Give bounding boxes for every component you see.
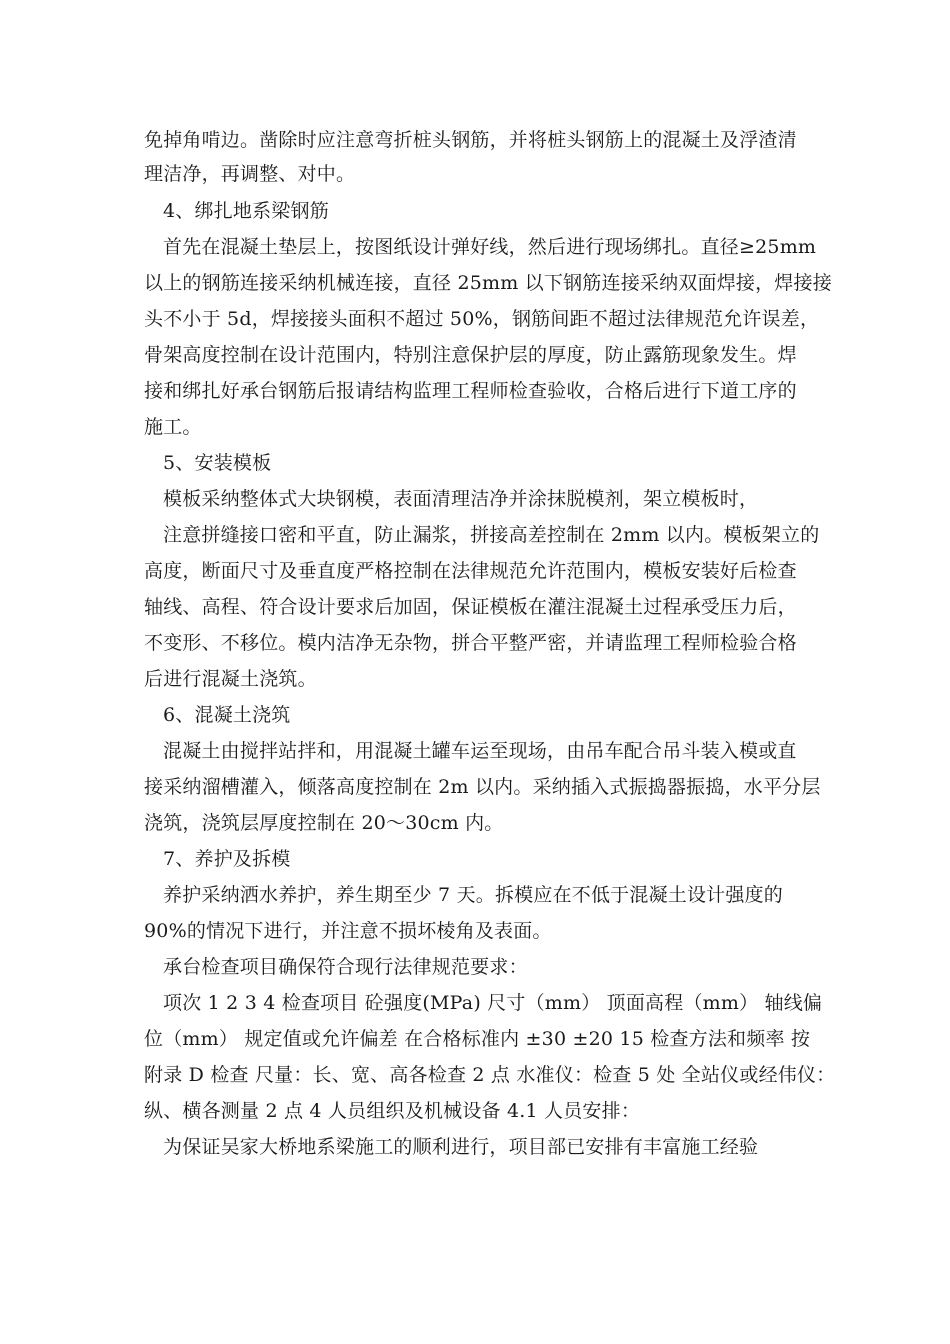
body-text-line: 纵、横各测量 2 点 4 人员组织及机械设备 4.1 人员安排： bbox=[144, 1100, 641, 1122]
body-text-line: 为保证吴家大桥地系梁施工的顺利进行，项目部已安排有丰富施工经验 bbox=[163, 1136, 759, 1158]
body-text-line: 注意拼缝接口密和平直，防止漏浆，拼接高差控制在 2mm 以内。模板架立的 bbox=[163, 524, 820, 546]
body-text-line: 免掉角啃边。凿除时应注意弯折桩头钢筋，并将桩头钢筋上的混凝土及浮渣清 bbox=[144, 129, 797, 151]
body-text-line: 接和绑扎好承台钢筋后报请结构监理工程师检查验收，合格后进行下道工序的 bbox=[144, 380, 797, 402]
body-text-line: 理洁净，再调整、对中。 bbox=[144, 163, 356, 185]
section-heading: 6、混凝土浇筑 bbox=[163, 704, 291, 726]
body-text-line: 混凝土由搅拌站拌和，用混凝土罐车运至现场，由吊车配合吊斗装入模或直 bbox=[163, 740, 797, 762]
section-heading: 7、养护及拆模 bbox=[163, 848, 291, 870]
body-text-line: 位（mm） 规定值或允许偏差 在合格标准内 ±30 ±20 15 检查方法和频率 按 bbox=[144, 1028, 811, 1050]
body-text-line: 附录 D 检查 尺量：长、宽、高各检查 2 点 水准仪：检查 5 处 全站仪或经伟仪： bbox=[144, 1064, 836, 1086]
body-text-line: 浇筑，浇筑层厚度控制在 20～30cm 内。 bbox=[144, 812, 504, 834]
body-text-line: 承台检查项目确保符合现行法律规范要求： bbox=[163, 956, 528, 978]
body-text-line: 后进行混凝土浇筑。 bbox=[144, 668, 317, 690]
body-text-line: 首先在混凝土垫层上，按图纸设计弹好线，然后进行现场绑扎。直径≥25mm bbox=[163, 236, 817, 258]
body-text-line: 施工。 bbox=[144, 416, 202, 438]
body-text-line: 项次 1 2 3 4 检查项目 砼强度(MPa) 尺寸（mm） 顶面高程（mm） 轴线偏 bbox=[163, 992, 823, 1014]
body-text-line: 90%的情况下进行，并注意不损坏棱角及表面。 bbox=[144, 920, 552, 942]
body-text-line: 养护采纳洒水养护，养生期至少 7 天。拆模应在不低于混凝土设计强度的 bbox=[163, 884, 783, 906]
section-heading: 4、绑扎地系梁钢筋 bbox=[163, 200, 329, 222]
body-text-line: 以上的钢筋连接采纳机械连接，直径 25mm 以下钢筋连接采纳双面焊接，焊接接 bbox=[144, 272, 832, 294]
body-text-line: 高度，断面尺寸及垂直度严格控制在法律规范允许范围内，模板安装好后检查 bbox=[144, 560, 797, 582]
body-text-line: 接采纳溜槽灌入，倾落高度控制在 2m 以内。采纳插入式振捣器振捣，水平分层 bbox=[144, 776, 821, 798]
body-text-line: 轴线、高程、符合设计要求后加固，保证模板在灌注混凝土过程承受压力后， bbox=[144, 596, 797, 618]
body-text-line: 不变形、不移位。模内洁净无杂物，拼合平整严密，并请监理工程师检验合格 bbox=[144, 632, 797, 654]
body-text-line: 头不小于 5d，焊接接头面积不超过 50%，钢筋间距不超过法律规范允许误差， bbox=[144, 308, 820, 330]
body-text-line: 骨架高度控制在设计范围内，特别注意保护层的厚度，防止露筋现象发生。焊 bbox=[144, 344, 797, 366]
section-heading: 5、安装模板 bbox=[163, 452, 272, 474]
body-text-line: 模板采纳整体式大块钢模，表面清理洁净并涂抹脱模剂，架立模板时， bbox=[163, 488, 759, 510]
